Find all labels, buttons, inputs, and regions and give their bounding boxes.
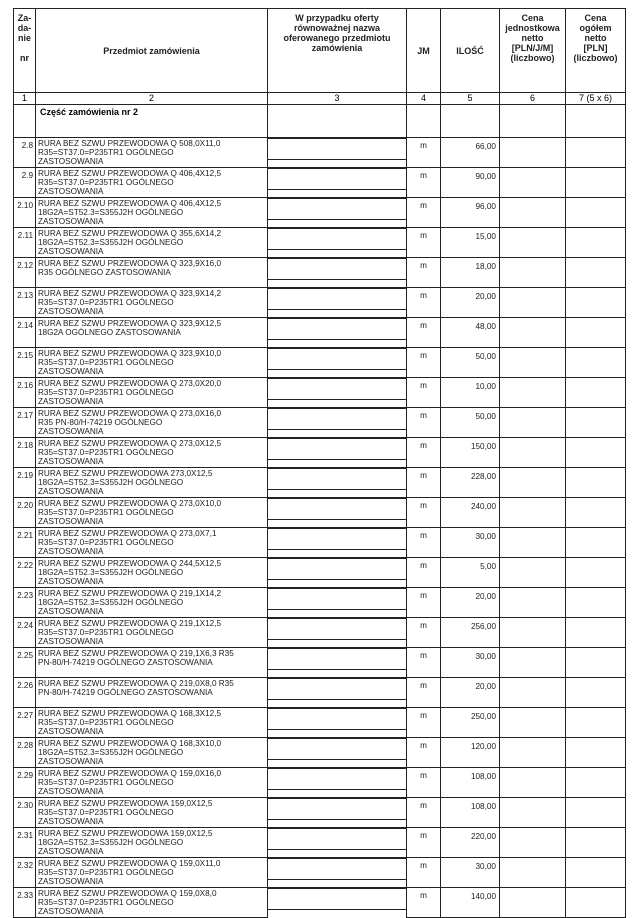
table-row — [14, 198, 626, 228]
quantity-cell: 66,00 — [441, 138, 500, 168]
unit-price-cell[interactable] — [500, 168, 566, 198]
unit-cell: m — [407, 888, 441, 918]
quantity-cell: 50,00 — [441, 348, 500, 378]
unit-cell: m — [407, 498, 441, 528]
unit-price-cell[interactable] — [500, 318, 566, 348]
table-row — [14, 378, 626, 408]
quantity-cell: 240,00 — [441, 498, 500, 528]
unit-price-cell[interactable] — [500, 138, 566, 168]
item-description: RURA BEZ SZWU PRZEWODOWA Q 406,4X12,5 18G2A=ST52.3=S355J2H OGÓLNEGO ZASTOSOWANIA — [36, 198, 268, 228]
unit-price-cell[interactable] — [500, 648, 566, 678]
equivalent-offer-cell[interactable] — [268, 768, 407, 798]
total-price-cell[interactable] — [566, 168, 626, 198]
header-task-nr: Za- da- nie nr — [14, 9, 36, 93]
total-price-cell[interactable] — [566, 198, 626, 228]
task-number: 2.21 — [14, 528, 36, 558]
table-row — [14, 588, 626, 618]
equivalent-offer-cell[interactable] — [268, 498, 407, 528]
header-unit-price: Cena jednostkowa netto [PLN/J/M] (liczbowo) — [500, 9, 566, 93]
unit-price-cell[interactable] — [500, 768, 566, 798]
unit-cell: m — [407, 318, 441, 348]
column-number: 4 — [407, 93, 441, 105]
task-number: 2.29 — [14, 768, 36, 798]
unit-cell: m — [407, 138, 441, 168]
header-row — [14, 9, 626, 93]
equivalent-offer-box[interactable] — [268, 168, 406, 190]
item-description: RURA BEZ SZWU PRZEWODOWA Q 323,9X16,0 R35 OGÓLNEGO ZASTOSOWANIA — [36, 258, 268, 288]
equivalent-offer-cell[interactable] — [268, 888, 407, 918]
task-number: 2.28 — [14, 738, 36, 768]
table-row — [14, 558, 626, 588]
unit-cell: m — [407, 708, 441, 738]
total-price-cell[interactable] — [566, 648, 626, 678]
part-row — [14, 105, 626, 138]
quantity-cell: 228,00 — [441, 468, 500, 498]
total-price-cell[interactable] — [566, 408, 626, 438]
equivalent-offer-cell[interactable] — [268, 648, 407, 678]
total-price-cell[interactable] — [566, 438, 626, 468]
equivalent-offer-cell[interactable] — [268, 348, 407, 378]
total-price-cell[interactable] — [566, 228, 626, 258]
equivalent-offer-box[interactable] — [268, 528, 406, 550]
unit-cell: m — [407, 858, 441, 888]
equivalent-offer-cell[interactable] — [268, 168, 407, 198]
column-number: 1 — [14, 93, 36, 105]
equivalent-offer-box[interactable] — [268, 408, 406, 430]
quantity-cell: 120,00 — [441, 738, 500, 768]
equivalent-offer-cell[interactable] — [268, 228, 407, 258]
equivalent-offer-box[interactable] — [268, 288, 406, 310]
unit-cell: m — [407, 198, 441, 228]
item-description: RURA BEZ SZWU PRZEWODOWA 159,0X12,5 18G2A=ST52.3=S355J2H OGÓLNEGO ZASTOSOWANIA — [36, 828, 268, 858]
item-description: RURA BEZ SZWU PRZEWODOWA Q 323,9X12,5 18G2A OGÓLNEGO ZASTOSOWANIA — [36, 318, 268, 348]
equivalent-offer-cell[interactable] — [268, 738, 407, 768]
item-description: RURA BEZ SZWU PRZEWODOWA Q 323,9X10,0 R35=ST37.0=P235TR1 OGÓLNEGO ZASTOSOWANIA — [36, 348, 268, 378]
unit-cell: m — [407, 258, 441, 288]
item-description: RURA BEZ SZWU PRZEWODOWA 273,0X12,5 18G2A=ST52.3=S355J2H OGÓLNEGO ZASTOSOWANIA — [36, 468, 268, 498]
unit-price-cell[interactable] — [500, 378, 566, 408]
table-row — [14, 468, 626, 498]
total-price-cell[interactable] — [566, 498, 626, 528]
equivalent-offer-cell[interactable] — [268, 138, 407, 168]
equivalent-offer-box[interactable] — [268, 228, 406, 250]
unit-cell: m — [407, 678, 441, 708]
equivalent-offer-box[interactable] — [268, 648, 406, 670]
unit-price-cell[interactable] — [500, 588, 566, 618]
equivalent-offer-cell[interactable] — [268, 408, 407, 438]
item-description: RURA BEZ SZWU PRZEWODOWA 159,0X12,5 R35=ST37.0=P235TR1 OGÓLNEGO ZASTOSOWANIA — [36, 798, 268, 828]
equivalent-offer-box[interactable] — [268, 258, 406, 280]
quantity-cell: 20,00 — [441, 588, 500, 618]
task-number: 2.22 — [14, 558, 36, 588]
quantity-cell: 30,00 — [441, 648, 500, 678]
equivalent-offer-box[interactable] — [268, 348, 406, 370]
header-unit: JM — [407, 9, 441, 93]
total-price-cell[interactable] — [566, 348, 626, 378]
task-number: 2.15 — [14, 348, 36, 378]
total-price-cell[interactable] — [566, 138, 626, 168]
quantity-cell: 15,00 — [441, 228, 500, 258]
equivalent-offer-box[interactable] — [268, 588, 406, 610]
task-number: 2.13 — [14, 288, 36, 318]
quantity-cell: 108,00 — [441, 798, 500, 828]
table-row — [14, 828, 626, 858]
equivalent-offer-box[interactable] — [268, 798, 406, 820]
item-description: RURA BEZ SZWU PRZEWODOWA Q 159,0X11,0 R35=ST37.0=P235TR1 OGÓLNEGO ZASTOSOWANIA — [36, 858, 268, 888]
unit-cell: m — [407, 588, 441, 618]
unit-price-cell[interactable] — [500, 408, 566, 438]
total-price-cell[interactable] — [566, 708, 626, 738]
item-description: RURA BEZ SZWU PRZEWODOWA Q 273,0X7,1 R35=ST37.0=P235TR1 OGÓLNEGO ZASTOSOWANIA — [36, 528, 268, 558]
item-description: RURA BEZ SZWU PRZEWODOWA Q 273,0X20,0 R35=ST37.0=P235TR1 OGÓLNEGO ZASTOSOWANIA — [36, 378, 268, 408]
total-price-cell[interactable] — [566, 858, 626, 888]
item-description: RURA BEZ SZWU PRZEWODOWA Q 219,1X6,3 R35 PN-80/H-74219 OGÓLNEGO ZASTOSOWANIA — [36, 648, 268, 678]
unit-cell: m — [407, 768, 441, 798]
unit-price-cell[interactable] — [500, 678, 566, 708]
equivalent-offer-cell[interactable] — [268, 678, 407, 708]
column-number: 7 (5 x 6) — [566, 93, 626, 105]
quantity-cell: 20,00 — [441, 678, 500, 708]
table-row — [14, 228, 626, 258]
header-equivalent-offer: W przypadku oferty równoważnej nazwa oferowanego przedmiotu zamówienia — [268, 9, 407, 93]
unit-price-cell[interactable] — [500, 738, 566, 768]
equivalent-offer-cell[interactable] — [268, 438, 407, 468]
unit-price-cell[interactable] — [500, 348, 566, 378]
equivalent-offer-cell[interactable] — [268, 828, 407, 858]
quantity-cell: 150,00 — [441, 438, 500, 468]
task-number: 2.19 — [14, 468, 36, 498]
equivalent-offer-box[interactable] — [268, 738, 406, 760]
task-number: 2.10 — [14, 198, 36, 228]
task-number: 2.32 — [14, 858, 36, 888]
unit-cell: m — [407, 468, 441, 498]
total-price-cell[interactable] — [566, 678, 626, 708]
table-row — [14, 738, 626, 768]
quantity-cell: 20,00 — [441, 288, 500, 318]
unit-cell: m — [407, 798, 441, 828]
unit-cell: m — [407, 828, 441, 858]
task-number: 2.11 — [14, 228, 36, 258]
table-row — [14, 348, 626, 378]
unit-cell: m — [407, 528, 441, 558]
unit-cell: m — [407, 378, 441, 408]
task-number: 2.20 — [14, 498, 36, 528]
table-row — [14, 678, 626, 708]
unit-price-cell[interactable] — [500, 438, 566, 468]
equivalent-offer-cell[interactable] — [268, 288, 407, 318]
header-total-price: Cena ogółem netto [PLN] (liczbowo) — [566, 9, 626, 93]
table-row — [14, 498, 626, 528]
total-price-cell[interactable] — [566, 588, 626, 618]
equivalent-offer-box[interactable] — [268, 888, 406, 910]
unit-cell: m — [407, 438, 441, 468]
order-table — [13, 8, 626, 918]
equivalent-offer-cell[interactable] — [268, 708, 407, 738]
equivalent-offer-cell[interactable] — [268, 468, 407, 498]
unit-price-cell[interactable] — [500, 468, 566, 498]
equivalent-offer-box[interactable] — [268, 768, 406, 790]
equivalent-offer-box[interactable] — [268, 678, 406, 700]
unit-cell: m — [407, 738, 441, 768]
unit-cell: m — [407, 618, 441, 648]
equivalent-offer-box[interactable] — [268, 438, 406, 460]
task-number: 2.24 — [14, 618, 36, 648]
total-price-cell[interactable] — [566, 318, 626, 348]
unit-price-cell[interactable] — [500, 858, 566, 888]
column-number: 3 — [268, 93, 407, 105]
item-description: RURA BEZ SZWU PRZEWODOWA Q 323,9X14,2 R35=ST37.0=P235TR1 OGÓLNEGO ZASTOSOWANIA — [36, 288, 268, 318]
unit-cell: m — [407, 288, 441, 318]
task-number: 2.25 — [14, 648, 36, 678]
table-row — [14, 138, 626, 168]
quantity-cell: 256,00 — [441, 618, 500, 648]
total-price-cell[interactable] — [566, 468, 626, 498]
table-row — [14, 438, 626, 468]
order-form-page — [13, 8, 625, 918]
item-description: RURA BEZ SZWU PRZEWODOWA Q 273,0X16,0 R35 PN-80/H-74219 OGÓLNEGO ZASTOSOWANIA — [36, 408, 268, 438]
equivalent-offer-box[interactable] — [268, 378, 406, 400]
unit-cell: m — [407, 648, 441, 678]
column-number: 6 — [500, 93, 566, 105]
equivalent-offer-cell[interactable] — [268, 618, 407, 648]
item-description: RURA BEZ SZWU PRZEWODOWA Q 219,1X14,2 18G2A=ST52.3=S355J2H OGÓLNEGO ZASTOSOWANIA — [36, 588, 268, 618]
item-description: RURA BEZ SZWU PRZEWODOWA Q 168,3X10,0 18G2A=ST52.3=S355J2H OGÓLNEGO ZASTOSOWANIA — [36, 738, 268, 768]
table-row — [14, 888, 626, 918]
item-description: RURA BEZ SZWU PRZEWODOWA Q 355,6X14,2 18G2A=ST52.3=S355J2H OGÓLNEGO ZASTOSOWANIA — [36, 228, 268, 258]
total-price-cell[interactable] — [566, 828, 626, 858]
table-row — [14, 288, 626, 318]
quantity-cell: 96,00 — [441, 198, 500, 228]
total-price-cell[interactable] — [566, 528, 626, 558]
table-row — [14, 528, 626, 558]
table-row — [14, 258, 626, 288]
equivalent-offer-box[interactable] — [268, 198, 406, 220]
task-number: 2.31 — [14, 828, 36, 858]
equivalent-offer-box[interactable] — [268, 318, 406, 340]
table-row — [14, 618, 626, 648]
unit-price-cell[interactable] — [500, 258, 566, 288]
equivalent-offer-cell[interactable] — [268, 378, 407, 408]
task-number: 2.9 — [14, 168, 36, 198]
total-price-cell[interactable] — [566, 768, 626, 798]
unit-cell: m — [407, 408, 441, 438]
total-price-cell[interactable] — [566, 288, 626, 318]
equivalent-offer-box[interactable] — [268, 138, 406, 160]
quantity-cell: 18,00 — [441, 258, 500, 288]
quantity-cell: 140,00 — [441, 888, 500, 918]
quantity-cell: 30,00 — [441, 528, 500, 558]
quantity-cell: 30,00 — [441, 858, 500, 888]
total-price-cell[interactable] — [566, 558, 626, 588]
item-description: RURA BEZ SZWU PRZEWODOWA Q 168,3X12,5 R35=ST37.0=P235TR1 OGÓLNEGO ZASTOSOWANIA — [36, 708, 268, 738]
column-number: 5 — [441, 93, 500, 105]
item-description: RURA BEZ SZWU PRZEWODOWA Q 219,0X8,0 R35 PN-80/H-74219 OGÓLNEGO ZASTOSOWANIA — [36, 678, 268, 708]
task-number: 2.26 — [14, 678, 36, 708]
equivalent-offer-cell[interactable] — [268, 858, 407, 888]
table-row — [14, 168, 626, 198]
total-price-cell[interactable] — [566, 738, 626, 768]
equivalent-offer-box[interactable] — [268, 468, 406, 490]
header-subject: Przedmiot zamówienia — [36, 9, 268, 93]
task-number: 2.12 — [14, 258, 36, 288]
equivalent-offer-cell[interactable] — [268, 528, 407, 558]
total-price-cell[interactable] — [566, 888, 626, 918]
item-description: RURA BEZ SZWU PRZEWODOWA Q 159,0X16,0 R35=ST37.0=P235TR1 OGÓLNEGO ZASTOSOWANIA — [36, 768, 268, 798]
total-price-cell[interactable] — [566, 258, 626, 288]
equivalent-offer-cell[interactable] — [268, 258, 407, 288]
unit-price-cell[interactable] — [500, 498, 566, 528]
header-quantity: ILOŚĆ — [441, 9, 500, 93]
item-description: RURA BEZ SZWU PRZEWODOWA Q 159,0X8,0 R35=ST37.0=P235TR1 OGÓLNEGO ZASTOSOWANIA — [36, 888, 268, 918]
task-number: 2.16 — [14, 378, 36, 408]
task-number: 2.30 — [14, 798, 36, 828]
total-price-cell[interactable] — [566, 378, 626, 408]
quantity-cell: 220,00 — [441, 828, 500, 858]
unit-price-cell[interactable] — [500, 558, 566, 588]
quantity-cell: 50,00 — [441, 408, 500, 438]
item-description: RURA BEZ SZWU PRZEWODOWA Q 273,0X12,5 R35=ST37.0=P235TR1 OGÓLNEGO ZASTOSOWANIA — [36, 438, 268, 468]
unit-cell: m — [407, 348, 441, 378]
total-price-cell[interactable] — [566, 618, 626, 648]
table-row — [14, 708, 626, 738]
quantity-cell: 10,00 — [441, 378, 500, 408]
item-description: RURA BEZ SZWU PRZEWODOWA Q 244,5X12,5 18G2A=ST52.3=S355J2H OGÓLNEGO ZASTOSOWANIA — [36, 558, 268, 588]
task-number: 2.18 — [14, 438, 36, 468]
table-row — [14, 798, 626, 828]
equivalent-offer-cell[interactable] — [268, 558, 407, 588]
table-row — [14, 318, 626, 348]
quantity-cell: 5,00 — [441, 558, 500, 588]
item-description: RURA BEZ SZWU PRZEWODOWA Q 508,0X11,0 R35=ST37.0=P235TR1 OGÓLNEGO ZASTOSOWANIA — [36, 138, 268, 168]
equivalent-offer-cell[interactable] — [268, 798, 407, 828]
unit-price-cell[interactable] — [500, 888, 566, 918]
unit-cell: m — [407, 228, 441, 258]
task-number: 2.14 — [14, 318, 36, 348]
equivalent-offer-cell[interactable] — [268, 588, 407, 618]
quantity-cell: 48,00 — [441, 318, 500, 348]
unit-cell: m — [407, 168, 441, 198]
quantity-cell: 108,00 — [441, 768, 500, 798]
column-number-row — [14, 93, 626, 105]
unit-price-cell[interactable] — [500, 528, 566, 558]
task-number: 2.17 — [14, 408, 36, 438]
equivalent-offer-box[interactable] — [268, 498, 406, 520]
equivalent-offer-box[interactable] — [268, 558, 406, 580]
item-description: RURA BEZ SZWU PRZEWODOWA Q 406,4X12,5 R35=ST37.0=P235TR1 OGÓLNEGO ZASTOSOWANIA — [36, 168, 268, 198]
equivalent-offer-box[interactable] — [268, 828, 406, 850]
total-price-cell[interactable] — [566, 798, 626, 828]
part-label: Część zamówienia nr 2 — [36, 105, 268, 138]
task-number: 2.27 — [14, 708, 36, 738]
equivalent-offer-box[interactable] — [268, 858, 406, 880]
equivalent-offer-box[interactable] — [268, 708, 406, 730]
task-number: 2.8 — [14, 138, 36, 168]
quantity-cell: 90,00 — [441, 168, 500, 198]
quantity-cell: 250,00 — [441, 708, 500, 738]
unit-price-cell[interactable] — [500, 618, 566, 648]
table-row — [14, 858, 626, 888]
column-number: 2 — [36, 93, 268, 105]
item-description: RURA BEZ SZWU PRZEWODOWA Q 219,1X12,5 R35=ST37.0=P235TR1 OGÓLNEGO ZASTOSOWANIA — [36, 618, 268, 648]
unit-price-cell[interactable] — [500, 198, 566, 228]
item-description: RURA BEZ SZWU PRZEWODOWA Q 273,0X10,0 R35=ST37.0=P235TR1 OGÓLNEGO ZASTOSOWANIA — [36, 498, 268, 528]
equivalent-offer-box[interactable] — [268, 618, 406, 640]
unit-price-cell[interactable] — [500, 828, 566, 858]
table-row — [14, 648, 626, 678]
unit-price-cell[interactable] — [500, 798, 566, 828]
equivalent-offer-cell[interactable] — [268, 198, 407, 228]
task-number: 2.23 — [14, 588, 36, 618]
task-number: 2.33 — [14, 888, 36, 918]
unit-price-cell[interactable] — [500, 708, 566, 738]
unit-cell: m — [407, 558, 441, 588]
table-row — [14, 768, 626, 798]
unit-price-cell[interactable] — [500, 228, 566, 258]
table-row — [14, 408, 626, 438]
equivalent-offer-cell[interactable] — [268, 318, 407, 348]
unit-price-cell[interactable] — [500, 288, 566, 318]
